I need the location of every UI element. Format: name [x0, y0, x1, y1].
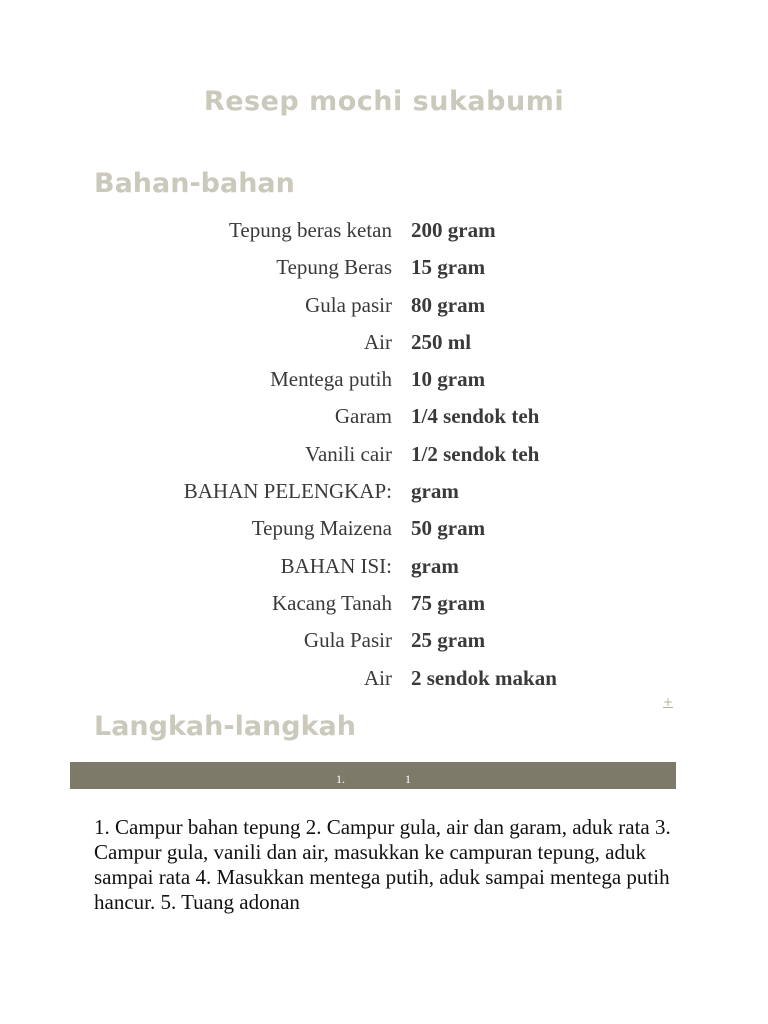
- ingredient-qty: gram: [411, 553, 459, 578]
- ingredient-qty: 200 gram: [411, 218, 496, 242]
- ingredient-qty: 75 gram: [411, 590, 486, 615]
- ingredient-name: Air: [364, 329, 392, 354]
- ingredient-name: Air: [364, 665, 392, 690]
- ingredient-row: [0, 249, 768, 286]
- ingredient-qty: 15 gram: [411, 255, 486, 280]
- ingredient-name: Gula Pasir: [303, 628, 392, 653]
- ingredient-qty: 1/4 sendok teh: [411, 404, 540, 429]
- ingredient-row: [0, 622, 768, 659]
- ingredient-qty: 2 sendok makan: [411, 665, 557, 690]
- ingredient-qty: 80 gram: [411, 292, 486, 317]
- ingredient-row: [0, 287, 768, 324]
- ingredient-qty: 25 gram: [411, 628, 486, 653]
- ingredient-qty: 10 gram: [411, 367, 486, 392]
- ingredient-name: Tepung beras ketan: [229, 218, 392, 242]
- add-mark[interactable]: +: [663, 695, 674, 709]
- ingredient-qty: 250 ml: [411, 329, 472, 354]
- ingredient-name: BAHAN PELENGKAP:: [183, 479, 392, 504]
- ingredient-qty: gram: [411, 479, 459, 504]
- steps-paragraph: 1. Campur bahan tepung 2. Campur gula, air dan garam, aduk rata 3. Campur gula, vanili dan air, masukkan ke campuran tepung, aduk sampai rata 4. Masukkan mentega putih, aduk sampai mentega putih hancur. 5. Tuang adonan: [94, 815, 671, 914]
- ingredient-row: [0, 324, 768, 361]
- ingredient-row: [0, 436, 768, 473]
- ingredients-table: [0, 212, 768, 697]
- ingredient-name: Garam: [334, 404, 392, 429]
- ingredient-row: [0, 660, 768, 697]
- ingredients-heading: Bahan-bahan: [94, 168, 295, 199]
- ingredient-name: Gula pasir: [305, 292, 392, 317]
- ingredient-row: [0, 361, 768, 398]
- ingredient-qty: 50 gram: [411, 516, 486, 541]
- ingredient-name: Vanili cair: [305, 441, 392, 466]
- page-title: Resep mochi sukabumi: [203, 86, 565, 117]
- ingredient-row: [0, 548, 768, 585]
- step-bar-number: 1: [405, 772, 411, 786]
- ingredient-qty: 1/2 sendok teh: [411, 441, 540, 466]
- ingredient-row: [0, 473, 768, 510]
- ingredient-row: [0, 585, 768, 622]
- ingredient-row: [0, 212, 768, 249]
- ingredient-name: Tepung Beras: [276, 255, 392, 280]
- ingredient-row: [0, 510, 768, 547]
- step-bar-number: 1.: [336, 772, 345, 786]
- steps-heading: Langkah-langkah: [94, 711, 356, 742]
- step-bar: [70, 762, 676, 789]
- ingredient-name: Mentega putih: [270, 367, 392, 392]
- ingredient-row: [0, 398, 768, 435]
- ingredient-name: Kacang Tanah: [271, 590, 392, 615]
- ingredient-name: BAHAN ISI:: [280, 553, 392, 578]
- ingredient-name: Tepung Maizena: [251, 516, 392, 541]
